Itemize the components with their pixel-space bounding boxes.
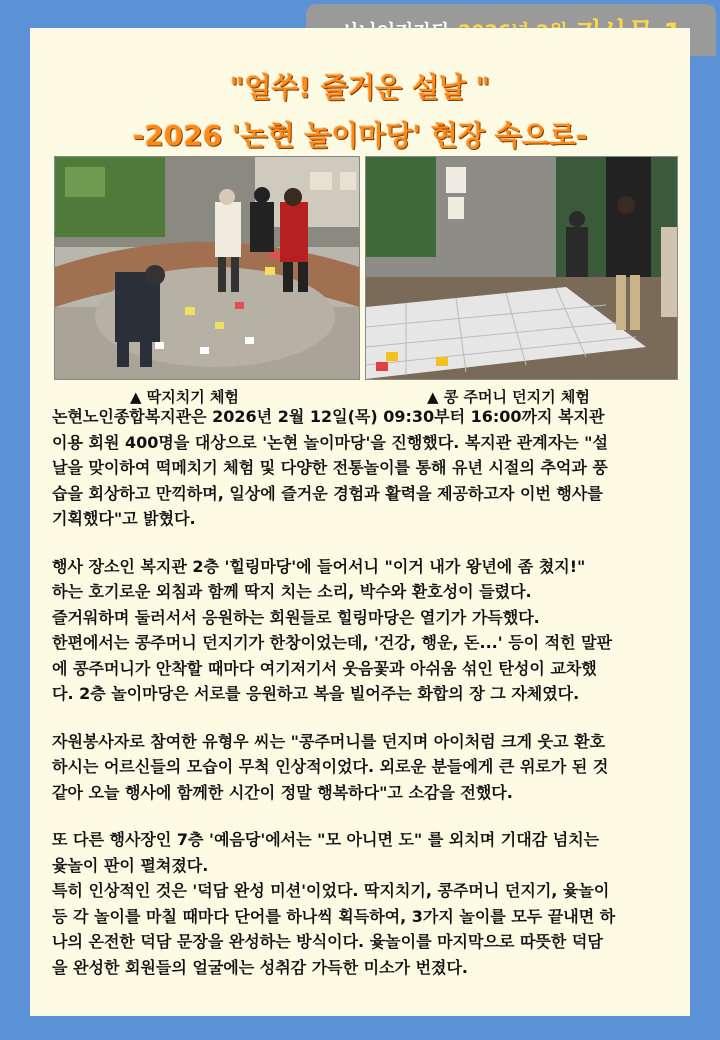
text-line: 즐거워하며 둘러서서 응원하는 회원들로 힐링마당은 열기가 가득했다.	[52, 607, 540, 627]
article-title-main: "얼쑤! 즐거운 설날 "	[229, 71, 491, 104]
paragraph-4	[52, 827, 680, 980]
text-line: 자원봉사자로 참여한 유형우 씨는 "콩주머니를 던지며 아이처럼 크게 웃고 환호	[52, 731, 606, 751]
text-line: 행사 장소인 복지관 2층 '힐링마당'에 들어서니 "이거 내가 왕년에 좀 쳤지!"	[52, 556, 586, 576]
photo-ddakji	[54, 156, 360, 380]
article-paper	[30, 28, 690, 1016]
text-line: 기획했다"고 밝혔다.	[52, 509, 196, 528]
text-line: 한편에서는 콩주머니 던지기가 한창이었는데, '건강, 행운, 돈...' 등이 적힌 말판	[52, 633, 613, 652]
text-line: 하는 호기로운 외침과 함께 딱지 치는 소리, 박수와 환호성이 들렸다.	[52, 582, 532, 601]
text-line: 윷놀이 판이 펼쳐졌다.	[52, 855, 209, 875]
article-body	[52, 404, 680, 980]
text-line: 하시는 어르신들의 모습이 무척 인상적이었다. 외로운 분들에게 큰 위로가 된 것	[52, 757, 609, 776]
text-line: 날을 맞이하여 떡메치기 체험 및 다양한 전통놀이를 통해 유년 시절의 추억과 풍	[52, 458, 608, 477]
text-line: 논현노인종합복지관은 2026년 2월 12일(목) 09:30부터 16:00까지 복지관	[52, 407, 605, 426]
paragraph-3	[52, 729, 680, 806]
text-line: 이용 회원 400명을 대상으로 '논현 놀이마당'을 진행했다. 복지관 관계자는 "설	[52, 432, 608, 452]
text-line: 등 각 놀이를 마칠 때마다 단어를 하나씩 획득하여, 3가지 놀이를 모두 끝내면 하	[52, 906, 616, 926]
text-line: 다. 2층 놀이마당은 서로를 응원하고 복을 빌어주는 화합의 장 그 자체였다.	[52, 684, 580, 703]
text-line: 에 콩주머니가 안착할 때마다 여기저기서 웃음꽃과 아쉬움 섞인 탄성이 교차했	[52, 658, 597, 678]
text-line: 나의 온전한 덕담 문장을 완성하는 방식이다. 윷놀이를 마지막으로 따뜻한 덕담	[52, 932, 603, 951]
text-line: 또 다른 행사장인 7층 '예음당'에서는 "모 아니면 도" 를 외치며 기대감 넘치는	[52, 830, 600, 849]
article-title-sub: -2026 '논현 놀이마당' 현장 속으로-	[132, 119, 588, 152]
text-line: 같아 오늘 행사에 함께한 시간이 정말 행복하다"고 소감을 전했다.	[52, 782, 513, 802]
text-line: 특히 인상적인 것은 '덕담 완성 미션'이었다. 딱지치기, 콩주머니 던지기, 윷놀이	[52, 881, 610, 900]
text-line: 을 완성한 회원들의 얼굴에는 성취감 가득한 미소가 번졌다.	[52, 957, 469, 977]
photo-caption-left: ▲ 딱지치기 체험	[130, 388, 239, 406]
text-line: 습을 회상하고 만끽하며, 일상에 즐거운 경험과 활력을 제공하고자 이번 행사를	[52, 483, 603, 503]
paragraph-1	[52, 404, 680, 532]
paragraph-2	[52, 554, 680, 707]
photo-beanbag-toss	[365, 156, 678, 380]
photo-caption-right: ▲ 콩 주머니 던지기 체험	[427, 388, 590, 406]
